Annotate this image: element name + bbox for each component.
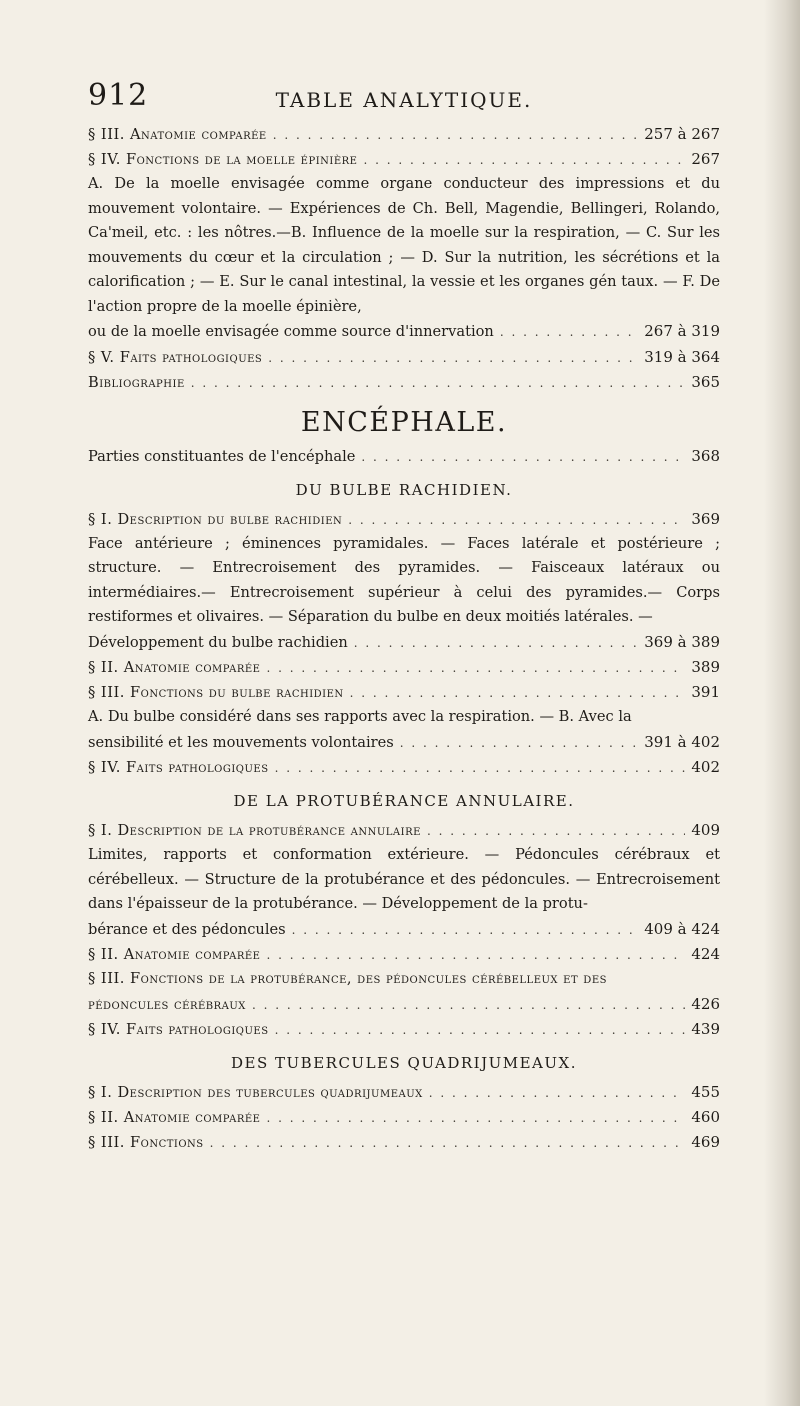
entry-description-last-line	[88, 730, 720, 756]
entry-label-first-line: § III. Fonctions de la protubérance, des pédoncules cérébelleux et des	[88, 970, 607, 987]
entry-description: A. Du bulbe considéré dans ses rapports avec la respiration. — B. Avec la	[88, 708, 632, 725]
entry-label: § IV. Faits pathologiques	[88, 759, 269, 776]
toc-entry	[88, 147, 720, 172]
entry-pages: 439	[691, 1019, 720, 1038]
toc-entry	[88, 1080, 720, 1105]
entry-label: bérance et des pédoncules	[88, 920, 286, 938]
section-heading-encephale: ENCÉPHALE.	[300, 406, 508, 438]
entry-pages: 469	[691, 1132, 720, 1151]
entry-pages: 267 à 319	[644, 322, 720, 340]
toc-entry	[88, 680, 720, 705]
section-heading-tubercules: DES TUBERCULES QUADRIJUMEAUX.	[231, 1053, 577, 1072]
entry-label: ou de la moelle envisagée comme source d'innervation	[88, 323, 494, 340]
dot-leader	[266, 656, 685, 680]
dot-leader	[350, 681, 686, 705]
entry-pages: 369 à 389	[644, 632, 720, 651]
entry-label: Bibliographie	[88, 373, 185, 391]
dot-leader	[292, 918, 639, 943]
entry-pages: 455	[691, 1082, 720, 1101]
dot-leader	[273, 123, 639, 147]
toc-entry	[88, 444, 720, 469]
entry-description: Limites, rapports et conformation extérieure. — Pédoncules cérébraux et cérébelleux. — Structure de la protubérance et des pédoncules. — Entrecroisement dans l'épaisseur de la protubérance. — Développement de la protu-	[88, 846, 720, 912]
page-header	[88, 78, 720, 122]
dot-leader	[500, 320, 638, 345]
entry-description-last-line	[88, 917, 720, 943]
entry-label: § I. Description de la protubérance annulaire	[88, 822, 421, 839]
entry-pages: 426	[691, 994, 720, 1013]
entry-label: § II. Anatomie comparée	[88, 946, 261, 963]
book-page	[88, 78, 720, 1155]
entry-label: Parties constituantes de l'encéphale	[88, 447, 356, 465]
entry-pages: 389	[691, 658, 720, 676]
toc-entry	[88, 755, 720, 780]
entry-pages: 402	[691, 758, 720, 776]
dot-leader	[266, 943, 685, 967]
toc-entry	[88, 1130, 720, 1155]
section-heading-protuberance: DE LA PROTUBÉRANCE ANNULAIRE.	[233, 792, 575, 810]
entry-pages: 368	[691, 446, 720, 465]
page-number: 912	[88, 78, 149, 113]
toc-entry	[88, 122, 720, 147]
entry-pages: 319 à 364	[644, 347, 720, 366]
entry-pages: 409 à 424	[644, 919, 720, 938]
entry-pages: 257 à 267	[644, 125, 720, 143]
dot-leader	[427, 819, 685, 843]
dot-leader	[191, 371, 686, 395]
entry-label: § I. Description des tubercules quadrijumeaux	[88, 1083, 423, 1101]
toc-entry	[88, 1017, 720, 1042]
dot-leader	[275, 756, 686, 780]
entry-label: § I. Description du bulbe rachidien	[88, 510, 343, 528]
dot-leader	[275, 1018, 686, 1042]
entry-pages: 267	[691, 150, 720, 168]
dot-leader	[210, 1131, 686, 1155]
entry-label: sensibilité et les mouvements volontaires	[88, 733, 394, 751]
dot-leader	[252, 993, 685, 1017]
entry-label: § IV. Fonctions de la moelle épinière	[88, 151, 358, 168]
entry-label: § III. Fonctions du bulbe rachidien	[88, 684, 344, 701]
toc-entry	[88, 370, 720, 395]
dot-leader	[363, 148, 685, 172]
entry-pages: 391	[691, 683, 720, 701]
entry-pages: 369	[691, 509, 720, 528]
entry-pages: 409	[691, 821, 720, 839]
entry-label: pédoncules cérébraux	[88, 995, 246, 1013]
dot-leader	[266, 1106, 685, 1130]
dot-leader	[348, 508, 685, 532]
page-edge-shadow	[764, 0, 800, 1406]
dot-leader	[361, 445, 685, 469]
toc-entry	[88, 655, 720, 680]
toc-entry	[88, 942, 720, 967]
entry-label: § V. Faits pathologiques	[88, 348, 263, 366]
running-title: TABLE ANALYTIQUE.	[275, 88, 533, 112]
toc-entry	[88, 992, 720, 1017]
entry-description: A. De la moelle envisagée comme organe conducteur des impressions et du mouvement volontaire. — Expériences de Ch. Bell, Magendie, Bellingeri, Rolando, Ca'meil, etc. : les nôtres.—B. Influence de la moelle sur la respiration, — C. Sur les mouvements du cœur et la circulation ; — D. Sur la nutrition, les sécrétions et la calorification ; — E. Sur le canal intestinal, la vessie et les organes gén taux. — F. De l'action propre de la moelle épinière,	[88, 175, 720, 315]
toc-entry	[88, 507, 720, 532]
dot-leader	[400, 731, 639, 756]
entry-pages: 365	[691, 372, 720, 391]
toc-entry	[88, 345, 720, 370]
entry-label: § III. Fonctions	[88, 1133, 204, 1151]
dot-leader	[268, 346, 638, 370]
entry-pages: 391 à 402	[644, 732, 720, 751]
dot-leader	[354, 631, 639, 656]
entry-label: § II. Anatomie comparée	[88, 659, 261, 676]
entry-label: § III. Anatomie comparée	[88, 126, 267, 143]
entry-pages: 424	[691, 945, 720, 963]
entry-description-last-line	[88, 319, 720, 345]
entry-label: Développement du bulbe rachidien	[88, 633, 348, 651]
toc-entry	[88, 818, 720, 843]
entry-label: § II. Anatomie comparée	[88, 1108, 261, 1126]
entry-label: § IV. Faits pathologiques	[88, 1020, 269, 1038]
toc-entry	[88, 1105, 720, 1130]
section-heading-bulbe: DU BULBE RACHIDIEN.	[295, 480, 513, 499]
dot-leader	[429, 1081, 686, 1105]
entry-description: Face antérieure ; éminences pyramidales. — Faces latérale et postérieure ; structure. — Entrecroisement des pyramides. — Faisceaux latéraux ou intermédiaires.— Entrecroisement supérieur à celui des pyramides.— Corps restiformes et olivaires. — Séparation du bulbe en deux moitiés latérales. —	[88, 534, 720, 625]
entry-pages: 460	[691, 1107, 720, 1126]
entry-description-last-line	[88, 630, 720, 656]
